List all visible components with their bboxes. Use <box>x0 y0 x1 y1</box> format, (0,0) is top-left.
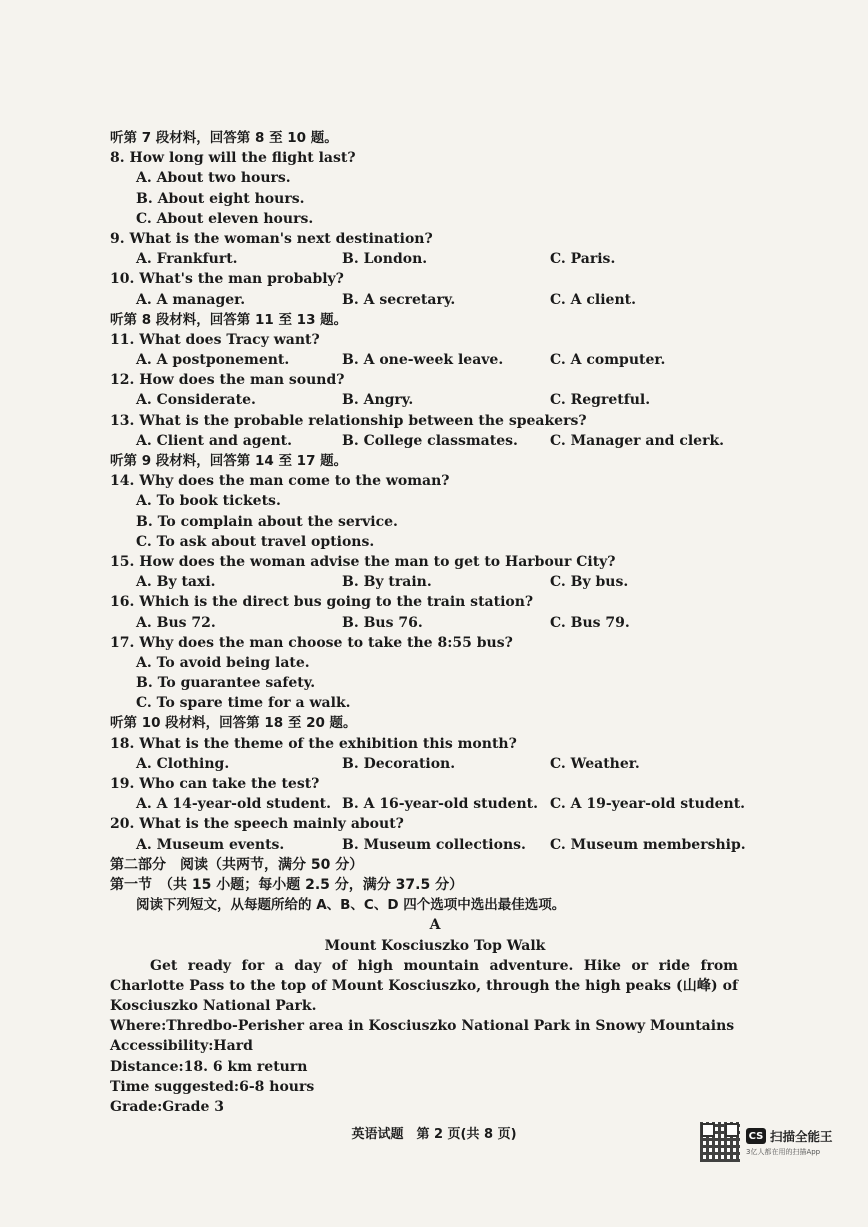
answer-option: B. Angry. <box>342 392 414 409</box>
answer-option: C. About eleven hours. <box>136 210 314 227</box>
question-stem: 16. Which is the direct bus going to the train station? <box>110 594 534 611</box>
fact-value: 18. 6 km return <box>183 1058 308 1075</box>
answer-option: B. By train. <box>342 574 432 591</box>
question-stem: 20. What is the speech mainly about? <box>110 816 404 833</box>
fact-label: Accessibility: <box>110 1038 214 1055</box>
camscanner-logo-icon: CS <box>746 1128 766 1144</box>
answer-option: B. A secretary. <box>342 291 456 308</box>
answer-option: B. London. <box>342 251 428 268</box>
answer-option: A. To book tickets. <box>136 493 281 510</box>
answer-option: A. Museum events. <box>136 836 285 853</box>
answer-option: C. To ask about travel options. <box>136 533 375 550</box>
scanner-brand <box>746 1127 833 1157</box>
answer-option: B. To guarantee safety. <box>136 675 316 692</box>
answer-option: B. Decoration. <box>342 755 456 772</box>
answer-option: C. To spare time for a walk. <box>136 695 351 712</box>
answer-option: C. Paris. <box>550 251 616 268</box>
answer-option: A. Bus 72. <box>136 614 216 631</box>
qr-code-icon <box>700 1122 740 1162</box>
option-row <box>110 350 760 370</box>
answer-option: B. College classmates. <box>342 432 518 449</box>
passage-letter: A <box>429 917 441 934</box>
section-header: 听第 8 段材料，回答第 11 至 13 题。 <box>110 311 348 328</box>
fact-line <box>110 1016 760 1036</box>
answer-option: C. A computer. <box>550 352 666 369</box>
option-row <box>110 290 760 310</box>
question-stem: 19. Who can take the test? <box>110 776 320 792</box>
exam-content <box>110 128 760 1117</box>
fact-value: Thredbo-Perisher area in Kosciuszko National Park in Snowy Mountains <box>166 1018 735 1035</box>
part-title: 第二部分 阅读（共两节，满分 50 分） <box>110 856 364 873</box>
answer-option: B. A 16-year-old student. <box>342 796 538 813</box>
section-header: 听第 9 段材料，回答第 14 至 17 题。 <box>110 453 348 469</box>
answer-option: C. Manager and clerk. <box>550 432 725 449</box>
question-stem: 15. How does the woman advise the man to get to Harbour City? <box>110 553 616 570</box>
answer-option: A. Clothing. <box>136 755 230 772</box>
fact-line <box>110 1097 760 1117</box>
fact-label: Grade: <box>110 1099 163 1116</box>
option-row <box>110 431 760 451</box>
answer-option: A. A 14-year-old student. <box>136 796 332 813</box>
question-stem: 12. How does the man sound? <box>110 372 345 389</box>
fact-label: Time suggested: <box>110 1078 240 1095</box>
answer-option: A. About two hours. <box>136 170 291 187</box>
option-row <box>110 613 760 633</box>
question-stem: 10. What's the man probably? <box>110 271 344 288</box>
answer-option: C. By bus. <box>550 574 629 591</box>
option-row <box>110 572 760 592</box>
option-row <box>110 835 760 855</box>
question-stem: 11. What does Tracy want? <box>110 331 320 348</box>
answer-option: A. A postponement. <box>136 352 290 369</box>
page-footer: 英语试题 第 2 页(共 8 页) <box>351 1127 517 1142</box>
reading-instruction: 阅读下列短文，从每题所给的 A、B、C、D 四个选项中选出最佳选项。 <box>136 897 566 914</box>
answer-option: A. To avoid being late. <box>136 654 310 671</box>
section-header: 听第 7 段材料，回答第 8 至 10 题。 <box>110 130 338 146</box>
option-row <box>110 249 760 269</box>
answer-option: A. Client and agent. <box>136 432 293 449</box>
question-stem: 13. What is the probable relationship between the speakers? <box>110 412 587 429</box>
answer-option: B. A one-week leave. <box>342 352 504 369</box>
answer-option: B. Museum collections. <box>342 836 526 853</box>
option-row <box>110 754 760 774</box>
section-title: 第一节 （共 15 小题；每小题 2.5 分，满分 37.5 分） <box>110 876 464 893</box>
answer-option: A. A manager. <box>136 291 246 308</box>
question-stem: 9. What is the woman's next destination? <box>110 230 433 247</box>
answer-option: A. Frankfurt. <box>136 251 238 268</box>
fact-line <box>110 1077 760 1097</box>
fact-line <box>110 1057 760 1077</box>
scanner-tagline: 3亿人都在用的扫描App <box>746 1148 821 1156</box>
question-stem: 8. How long will the flight last? <box>110 150 356 167</box>
option-row <box>110 390 760 410</box>
section-header: 听第 10 段材料，回答第 18 至 20 题。 <box>110 715 357 732</box>
fact-value: Hard <box>213 1038 253 1055</box>
answer-option: C. A 19-year-old student. <box>550 796 746 813</box>
answer-option: C. Regretful. <box>550 392 651 409</box>
fact-line <box>110 1036 760 1056</box>
passage-title: Mount Kosciuszko Top Walk <box>324 937 546 954</box>
answer-option: B. Bus 76. <box>342 614 423 631</box>
question-stem: 17. Why does the man choose to take the 8:55 bus? <box>110 634 513 651</box>
option-row <box>110 794 760 814</box>
fact-value: 6-8 hours <box>239 1078 315 1095</box>
scanner-app-name: 扫描全能王 <box>770 1129 833 1144</box>
answer-option: C. Bus 79. <box>550 614 630 631</box>
answer-option: A. Considerate. <box>136 392 256 409</box>
answer-option: C. Museum membership. <box>550 836 746 853</box>
fact-label: Distance: <box>110 1058 184 1075</box>
passage-paragraph: Get ready for a day of high mountain adventure. Hike or ride from Charlotte Pass to the top of Mount Kosciuszko, through the high peaks (山峰) of Kosciuszko National Park. <box>110 957 738 1015</box>
answer-option: C. A client. <box>550 291 636 308</box>
question-stem: 14. Why does the man come to the woman? <box>110 473 450 490</box>
fact-label: Where: <box>110 1018 167 1035</box>
scanner-watermark <box>700 1122 833 1162</box>
answer-option: B. To complain about the service. <box>136 513 398 530</box>
answer-option: B. About eight hours. <box>136 190 305 207</box>
fact-value: Grade 3 <box>162 1099 224 1116</box>
answer-option: C. Weather. <box>550 755 640 772</box>
answer-option: A. By taxi. <box>136 574 216 591</box>
question-stem: 18. What is the theme of the exhibition this month? <box>110 735 517 752</box>
